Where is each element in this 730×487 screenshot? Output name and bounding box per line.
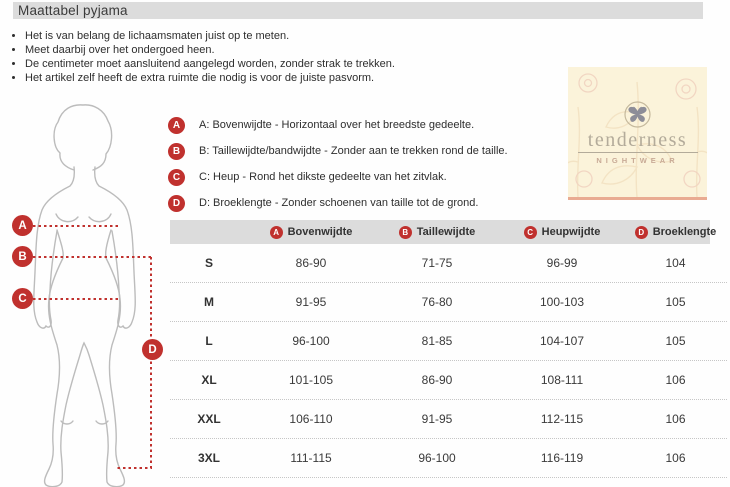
value-cell: 116-119 — [540, 451, 584, 465]
column-header-taillewijdte — [374, 226, 500, 239]
value-cell: 81-85 — [421, 334, 453, 348]
column-c-badge: C — [524, 226, 537, 239]
value-cell: 106 — [665, 451, 686, 465]
value-cell: 76-80 — [421, 295, 453, 309]
table-row-m — [170, 283, 727, 322]
brand-logo — [568, 67, 707, 200]
figure-knee-lines — [61, 421, 108, 424]
column-d-badge: D — [635, 226, 648, 239]
value-cell: 112-115 — [540, 412, 584, 426]
instruction-item: • Meet daarbij over het ondergoed heen. — [25, 44, 395, 58]
legend-c-badge: C — [168, 169, 185, 186]
butterfly-icon — [624, 101, 651, 128]
value-cell: 105 — [665, 295, 686, 309]
page-title: Maattabel pyjama — [18, 3, 128, 18]
column-b-label: Taillewijdte — [416, 226, 476, 238]
figure-head — [54, 105, 112, 170]
value-cell: 105 — [665, 334, 686, 348]
legend-a-text: A: Bovenwijdte - Horizontaal over het breedste gedeelte. — [199, 119, 475, 131]
size-label: 3XL — [197, 451, 220, 465]
legend-d-text: D: Broeklengte - Zonder schoenen van taille tot de grond. — [199, 197, 479, 209]
instruction-item: • Het artikel zelf heeft de extra ruimte die nodig is voor de juiste pasvorm. — [25, 72, 395, 86]
legend-b-badge: B — [168, 143, 185, 160]
value-cell: 104 — [665, 256, 686, 270]
legend-row-b — [168, 138, 508, 164]
column-d-label: Broeklengte — [652, 226, 717, 238]
figure-left-arm — [34, 167, 75, 328]
value-cell: 104-107 — [539, 334, 585, 348]
value-cell: 100-103 — [539, 295, 585, 309]
measuring-instructions — [12, 30, 395, 86]
column-header-heupwijdte — [500, 226, 624, 239]
table-row-s — [170, 244, 727, 283]
value-cell: 86-90 — [295, 256, 327, 270]
value-cell: 96-100 — [292, 334, 330, 348]
value-cell: 111-115 — [290, 451, 332, 465]
figure-bust-lines — [56, 214, 111, 222]
instruction-item: • De centimeter moet aansluitend aangelegd worden, zonder strak te trekken. — [25, 58, 395, 72]
title-bar — [13, 2, 703, 19]
logo-divider — [578, 152, 698, 153]
size-label: S — [204, 256, 213, 270]
value-cell: 91-95 — [421, 412, 453, 426]
table-row-xl — [170, 361, 727, 400]
pant-length-measure-line — [117, 257, 151, 468]
measurement-legend — [168, 112, 508, 216]
table-row-xxl — [170, 400, 727, 439]
legend-b-text: B: Taillewijdte/bandwijdte - Zonder aan te trekken rond de taille. — [199, 145, 508, 157]
column-b-badge: B — [399, 226, 412, 239]
legend-row-a — [168, 112, 508, 138]
size-label: XL — [201, 373, 217, 387]
marker-d-badge: D — [142, 339, 163, 360]
legend-row-c — [168, 164, 508, 190]
instruction-item: • Het is van belang de lichaamsmaten juist op te meten. — [25, 30, 395, 44]
legend-row-d — [168, 190, 508, 216]
value-cell: 106 — [665, 412, 686, 426]
value-cell: 91-95 — [295, 295, 327, 309]
size-label: M — [204, 295, 214, 309]
brand-name: tenderness — [587, 129, 688, 151]
column-a-badge: A — [270, 226, 283, 239]
value-cell: 71-75 — [421, 256, 453, 270]
value-cell: 101-105 — [288, 373, 334, 387]
value-cell: 96-100 — [418, 451, 456, 465]
figure-right-arm — [95, 167, 136, 328]
figure-torso-legs — [45, 230, 125, 487]
column-header-broeklengte — [624, 226, 727, 239]
column-a-label: Bovenwijdte — [287, 226, 353, 238]
legend-a-badge: A — [168, 117, 185, 134]
table-row-l — [170, 322, 727, 361]
marker-b-badge: B — [12, 246, 33, 267]
size-table — [170, 220, 727, 478]
value-cell: 108-111 — [540, 373, 584, 387]
column-header-bovenwijdte — [248, 226, 374, 239]
legend-c-text: C: Heup - Rond het dikste gedeelte van het zitvlak. — [199, 171, 447, 183]
table-header-row — [170, 220, 727, 244]
value-cell: 106-110 — [289, 412, 333, 426]
value-cell: 96-99 — [546, 256, 578, 270]
value-cell: 86-90 — [421, 373, 453, 387]
logo-content — [568, 67, 707, 165]
size-label: XXL — [197, 412, 221, 426]
brand-subtitle: NIGHTWEAR — [596, 156, 679, 165]
column-c-label: Heupwijdte — [541, 226, 601, 238]
marker-c-badge: C — [12, 288, 33, 309]
value-cell: 106 — [665, 373, 686, 387]
marker-a-badge: A — [12, 215, 33, 236]
legend-d-badge: D — [168, 195, 185, 212]
table-row-3xl — [170, 439, 727, 478]
size-label: L — [205, 334, 213, 348]
